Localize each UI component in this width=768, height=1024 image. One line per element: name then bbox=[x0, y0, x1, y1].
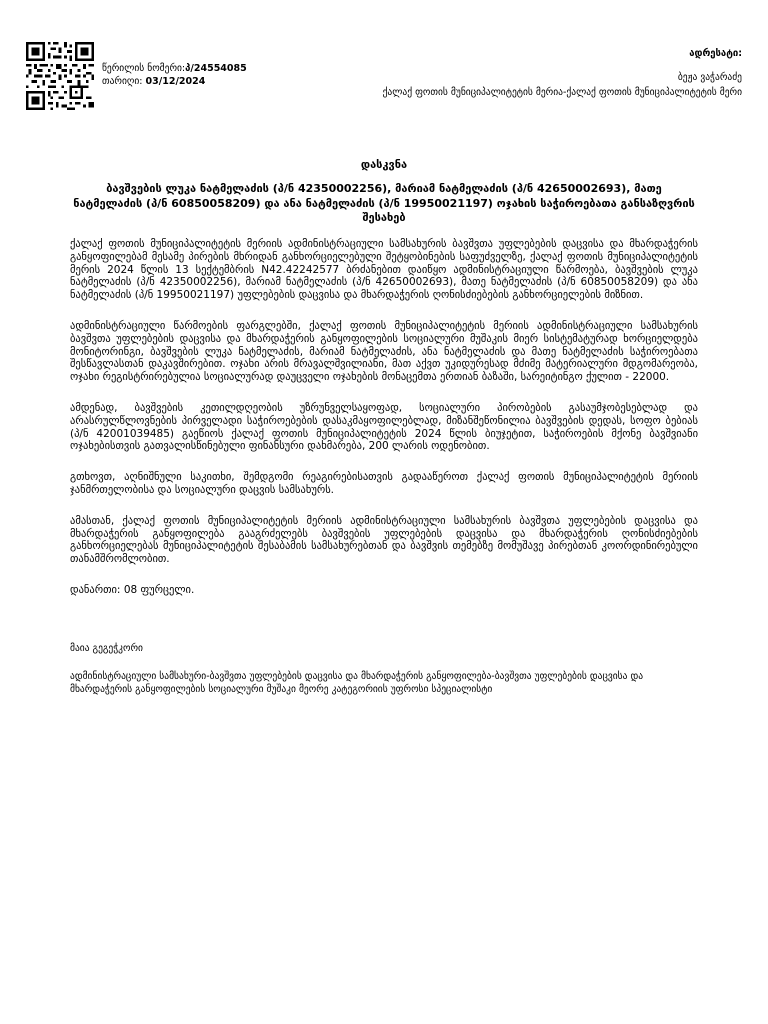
document-number: პ/24554085 bbox=[185, 63, 247, 74]
document-subject: ბავშვების ლუკა ნატმელაძის (პ/ნ 42350002256), მარიამ ნატმელაძის (პ/ნ 42650002693), მათე ნატმელაძის (პ/ნ 60850058209) და ანა ნატმელაძის (პ/ნ 19950021197) ოჯახის საჭიროებათა განსაზღვრის შესახებ bbox=[73, 182, 695, 224]
body-paragraph-5: ამასთან, ქალაქ ფოთის მუნიციპალიტეტის მერიის ადმინისტრაციული სამსახურის ბავშვთა უფლებების დაცვისა და მხარდაჭერის განყოფილება გააგრძელებს ბავშვების უფლებების დაცვისა და მხარდაჭერის ღონისძიებების განხორციელებას მუნიციპალიტეტის შესაბამის სამსახურებთან და ბავშვის თემებზე მომუშავე პირებთან კოორდინირებული თანამშრომლობით. bbox=[70, 514, 698, 566]
body-paragraph-3: ამდენად, ბავშვების კეთილდღეობის უზრუნველსაყოფად, სოციალური პირობების გასაუმჯობესებლად და არასრულწლოვნების პირველადი საჭიროებების დასაკმაყოფილებლად, მიზანშეწონილია ბავშვების დედას, სოფო ბებიას (პ/ნ 42001039485) გაეწიოს ქალაქ ფოთის მუნიციპალიტეტის 2024 წლის ბიუჯეტით, საჭიროების მქონე ბავშვიანი ოჯახებისთვის გათვალისწინებული ფინანსური დახმარება, 200 ლარის ოდენობით. bbox=[70, 401, 698, 453]
document-body bbox=[70, 238, 698, 615]
document-meta bbox=[102, 62, 247, 88]
body-paragraph-2: ადმინისტრაციული წარმოების ფარგლებში, ქალაქ ფოთის მუნიციპალიტეტის მერიის ადმინისტრაციული სამსახურის ბავშვთა უფლებების დაცვისა და მხარდაჭერის განყოფილების სოციალური მუშაკის მიერ სისტემატურად ხორციელდება მონიტორინგი, ბავშვების ლუკა ნატმელაძის, მარიამ ნატმელაძის, ანა ნატმელაძის და მათე ნატმელაძის საჭიროებათა შესწავლასთან დაკავშირებით. ოჯახი არის მრავალშვილიანი, მათ აქვთ უკიდურესად მძიმე მატერიალური მდგომარეობა, ოჯახი რეგისტრირებულია სოციალურად დაუცველი ოჯახების მონაცემთა ერთიან ბაზაში, სარეიტინგო ქულით - 22000. bbox=[70, 319, 698, 384]
document-date-row bbox=[102, 75, 247, 88]
document-date: 03/12/2024 bbox=[145, 76, 206, 87]
attachment-note: დანართი: 08 ფურცელი. bbox=[70, 583, 195, 596]
document-number-label: წერილის ნომერი: bbox=[102, 63, 186, 74]
signer-position: ადმინისტრაციული სამსახური-ბავშვთა უფლებების დაცვისა და მხარდაჭერის განყოფილება-ბავშვთა უფლებების დაცვისა და მხარდაჭერის განყოფილების სოციალური მუშაკი მეორე კატეგორიის უფროსი სპეციალისტი bbox=[70, 671, 644, 695]
addressee-label: ადრესატი: bbox=[689, 48, 742, 59]
addressee-block bbox=[322, 48, 742, 98]
addressee-name: ბეჟა ვაჭარაძე bbox=[677, 72, 742, 83]
body-paragraph-4: გთხოვთ, აღნიშნული საკითხი, შემდგომი რეაგირებისათვის გადააწეროთ ქალაქ ფოთის მუნიციპალიტეტის მერიის ჯანმრთელობისა და სოციალური დაცვის სამსახურს. bbox=[70, 471, 698, 496]
body-paragraph-1: ქალაქ ფოთის მუნიციპალიტეტის მერიის ადმინისტრაციული სამსახურის ბავშვთა უფლებების დაცვისა და მხარდაჭერის განყოფილებამ მესამე პირების მხრიდან განხორციელებული შეტყობინების საფუძველზე, ქალაქ ფოთის მუნიციპალიტეტის მერის 2024 წლის 13 სექტემბრის N42.42242577 ბრძანებით დაიწყო ადმინისტრაციული წარმოება, ბავშვების ლუკა ნატმელაძის (პ/ნ 42350002256), მარიამ ნატმელაძის (პ/ნ 42650002693), მათე ნატმელაძის (პ/ნ 60850058209) და ანა ნატმელაძის (პ/ნ 19950021197) უფლებების დაცვისა და მხარდაჭერის ღონისძიებების განხორციელების მიზნით. bbox=[70, 238, 698, 302]
document-date-label: თარიღი: bbox=[102, 76, 143, 87]
document-number-row bbox=[102, 62, 247, 75]
document-title: დასკვნა bbox=[360, 158, 408, 171]
qr-code bbox=[26, 42, 94, 110]
signer-name: მაია გეგეჭკორი bbox=[70, 643, 143, 654]
addressee-organization: ქალაქ ფოთის მუნიციპალიტეტის მერია-ქალაქ ფოთის მუნიციპალიტეტის მერი bbox=[382, 87, 742, 98]
